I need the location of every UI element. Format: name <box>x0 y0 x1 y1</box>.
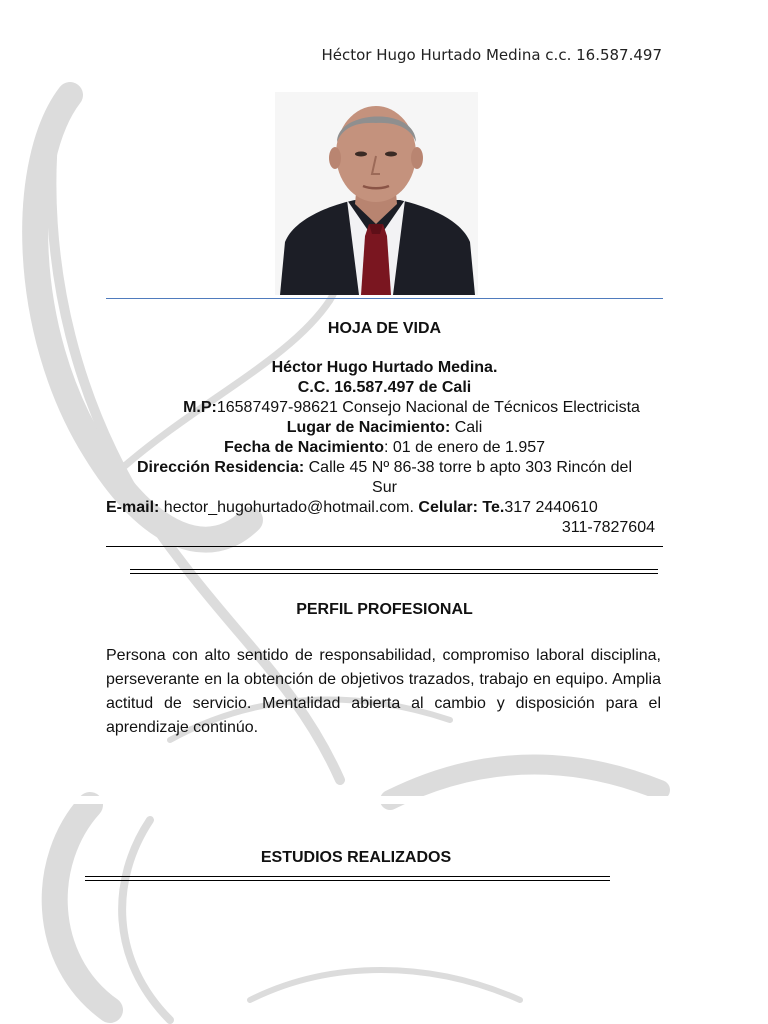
info-underline <box>106 546 663 547</box>
profile-photo <box>275 92 478 295</box>
cell-phone: 317 2440610 <box>504 499 598 516</box>
header-name-line: Héctor Hugo Hurtado Medina c.c. 16.587.497 <box>321 46 662 64</box>
full-name: Héctor Hugo Hurtado Medina. <box>271 359 498 376</box>
double-rule-divider-estudios <box>85 876 610 881</box>
header-divider <box>106 298 663 299</box>
personal-info-block <box>106 358 663 538</box>
portrait-illustration <box>275 92 478 295</box>
second-phone: 311-7827604 <box>561 519 655 536</box>
id-number: C.C. 16.587.497 de Cali <box>297 379 472 396</box>
contact-line: E-mail: hector_hugohurtado@hotmail.com. Celular: Te.317 2440610 <box>106 499 598 516</box>
section-title-perfil-profesional: PERFIL PROFESIONAL <box>296 601 473 618</box>
birthdate: Fecha de Nacimiento: 01 de enero de 1.957 <box>223 439 546 456</box>
section-title-hoja-de-vida: HOJA DE VIDA <box>327 320 442 337</box>
professional-registration: M.P:16587497-98621 Consejo Nacional de Técnicos Electricista <box>183 399 640 416</box>
address: Dirección Residencia: Calle 45 Nº 86-38 torre b apto 303 Rincón del <box>137 459 632 476</box>
address-continued: Sur <box>372 479 397 496</box>
email-value: hector_hugohurtado@hotmail.com. <box>159 499 419 516</box>
perfil-paragraph: Persona con alto sentido de responsabilidad, compromiso laboral disciplina, perseverante en la obtención de objetivos trazados, trabajo en equipo. Amplia actitud de servicio. Mentalidad abierta al cambio y disposición para el aprendizaje continúo. <box>106 647 661 736</box>
birthplace: Lugar de Nacimiento: Cali <box>286 419 483 436</box>
double-rule-divider <box>130 569 658 574</box>
section-title-estudios-realizados: ESTUDIOS REALIZADOS <box>260 849 452 866</box>
